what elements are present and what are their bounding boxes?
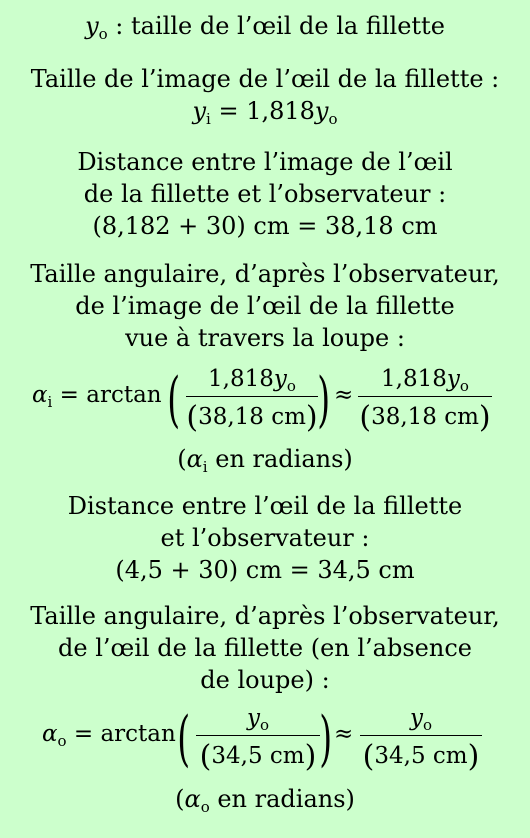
distance-eye-line2: et l’observateur : [160,524,370,552]
distance-eye-line1: Distance entre l’œil de la fillette [67,492,463,520]
yo-definition [0,10,530,42]
numerator-var: y [446,366,460,392]
alpha-symbol: α [42,721,58,747]
alpha-i-note [0,443,530,475]
note-sub: o [200,798,210,816]
image-size-block [0,63,530,127]
angular-image-line2: de l’image de l’œil de la fillette [75,292,455,320]
angular-eye-line1: Taille angulaire, d’après l’observateur, [30,602,500,630]
left-paren: ( [177,704,191,774]
note-text: en radians) [209,785,355,813]
note-paren: ( [177,445,187,473]
distance-eye-block [0,490,530,586]
denominator-value: 38,18 cm [198,404,306,430]
distance-eye-line3: (4,5 + 30) cm = 34,5 cm [115,556,415,584]
angular-image-block [0,258,530,354]
numerator-var: y [409,705,423,731]
alpha-o-fraction-1: $y_o$ (34,5 cm) [194,701,322,776]
right-paren: ) [317,365,331,435]
alpha-o-lhs [42,721,176,750]
note-alpha: α [186,445,203,473]
alpha-symbol: α [32,382,48,408]
yo-subscript: o [328,110,338,128]
yo-subscript: o [98,25,108,43]
alpha-i-lhs [32,382,162,411]
alpha-o-note [0,783,530,815]
yo-description: : taille de l’œil de la fillette [107,12,445,40]
alpha-subscript: o [57,732,67,750]
numerator-sub: o [286,377,296,395]
right-paren: ) [319,704,333,774]
note-alpha: α [184,785,201,813]
alpha-i-equation [0,358,530,442]
image-size-heading: Taille de l’image de l’œil de la fillette : [30,65,500,93]
approx-sign: ≈ [334,382,354,408]
distance-image-block [0,146,530,242]
image-size-equation [0,95,530,127]
arctan-label: = arctan [66,721,176,747]
yo-symbol: y [85,12,99,40]
yi-equals: = 1,818 [210,97,315,125]
angular-eye-line2: de l’œil de la fillette (en l’absence [58,634,472,662]
alpha-i-fraction-1: $1,818y_o$ (38,18 cm) [186,366,318,435]
distance-image-line1: Distance entre l’image de l’œil [77,148,453,176]
numerator-sub: o [259,716,270,734]
distance-image-line3: (8,182 + 30) cm = 38,18 cm [92,212,438,240]
arctan-label: = arctan [52,382,162,408]
alpha-o-equation [0,697,530,781]
left-paren: ( [167,365,181,435]
denominator-value: 34,5 cm [374,743,468,769]
note-text: en radians) [207,445,353,473]
alpha-subscript: i [47,393,53,411]
numerator-value: 1,818 [208,366,274,392]
angular-eye-block [0,600,530,696]
distance-image-line2: de la fillette et l’observateur : [83,180,447,208]
angular-image-line3: vue à travers la loupe : [125,324,405,352]
denominator-value: 34,5 cm [211,743,305,769]
numerator-var: y [273,366,287,392]
denominator-value: 38,18 cm [371,404,479,430]
note-sub: i [202,458,208,476]
yi-symbol: y [192,97,207,125]
approx-sign: ≈ [334,721,354,747]
alpha-i-fraction-2: $1,818y_o$ (38,18 cm) [359,366,491,435]
note-paren: ( [175,785,185,813]
numerator-sub: o [422,716,433,734]
yi-subscript: i [206,110,211,128]
numerator-sub: o [459,377,469,395]
yo-symbol: y [314,97,329,125]
numerator-var: y [246,705,260,731]
alpha-o-fraction-2: $y_o$ (34,5 cm) [358,701,484,776]
angular-eye-line3: de loupe) : [200,666,330,694]
numerator-value: 1,818 [381,366,447,392]
angular-image-line1: Taille angulaire, d’après l’observateur, [30,260,500,288]
